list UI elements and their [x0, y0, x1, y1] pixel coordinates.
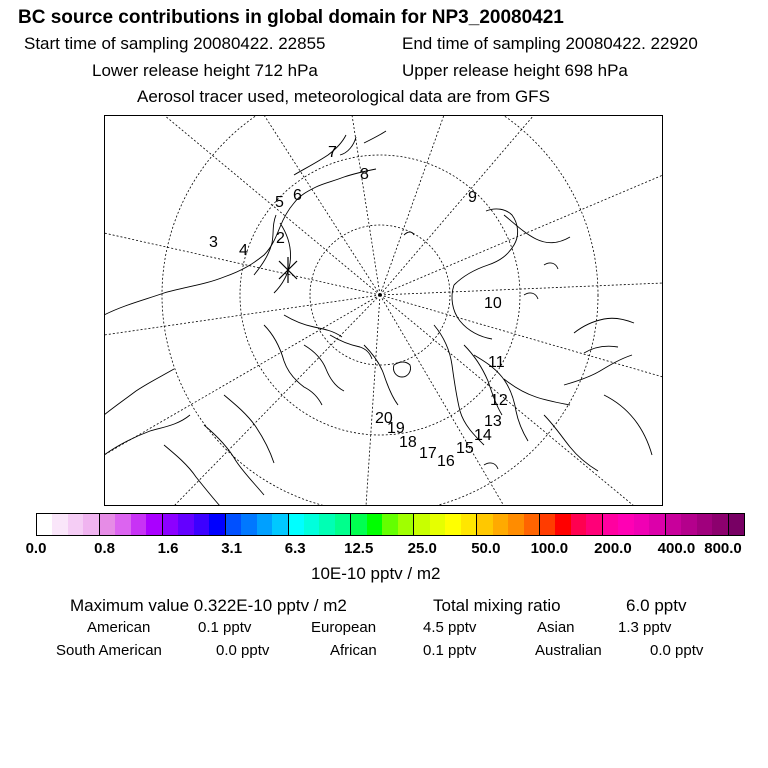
colorbar-segment	[257, 514, 272, 535]
trajectory-label: 13	[484, 413, 502, 430]
map-frame	[105, 116, 663, 506]
colorbar-segment	[319, 514, 334, 535]
colorbar-segment	[430, 514, 445, 535]
colorbar-segment	[508, 514, 523, 535]
colorbar-segment	[162, 514, 178, 535]
colorbar-segment	[539, 514, 555, 535]
trajectory-label: 17	[419, 445, 437, 462]
colorbar-segment	[146, 514, 161, 535]
colorbar-segment	[681, 514, 696, 535]
start-time-label: Start time of sampling 20080422. 22855	[24, 34, 326, 53]
trajectory-label: 12	[490, 392, 508, 409]
colorbar-segment	[665, 514, 681, 535]
colorbar-segment	[697, 514, 712, 535]
colorbar-tick-label: 6.3	[284, 540, 306, 557]
trajectory-label: 4	[239, 242, 248, 259]
colorbar-segment	[445, 514, 460, 535]
colorbar-segment	[524, 514, 539, 535]
colorbar-segment	[382, 514, 397, 535]
trajectory-label: 11	[488, 354, 505, 371]
colorbar-segment	[272, 514, 287, 535]
colorbar-tick-label: 50.0	[471, 540, 501, 557]
trajectory-label: 2	[276, 230, 285, 247]
colorbar-segment	[83, 514, 98, 535]
region-name: American	[87, 619, 151, 636]
colorbar-segment	[99, 514, 115, 535]
upper-release-label: Upper release height 698 hPa	[402, 61, 628, 80]
trajectory-label: 18	[399, 434, 417, 451]
trajectory-label: 7	[328, 144, 337, 161]
total-mixing-value: 6.0 pptv	[626, 596, 687, 615]
colorbar-segment	[398, 514, 413, 535]
colorbar-tick-label: 25.0	[407, 540, 437, 557]
region-value: 4.5 pptv	[423, 619, 477, 636]
colorbar-segment	[178, 514, 193, 535]
colorbar-segment	[288, 514, 304, 535]
colorbar-tick-label: 200.0	[594, 540, 632, 557]
trajectory-label: 19	[387, 420, 405, 437]
colorbar-segment	[618, 514, 633, 535]
region-value: 0.0 pptv	[216, 642, 270, 659]
colorbar-segment	[461, 514, 476, 535]
region-name: Asian	[537, 619, 575, 636]
colorbar-segment	[367, 514, 382, 535]
colorbar-segment	[115, 514, 130, 535]
colorbar-tick-label: 12.5	[344, 540, 374, 557]
total-mixing-label: Total mixing ratio	[433, 596, 561, 615]
colorbar-segment	[304, 514, 319, 535]
region-value: 0.1 pptv	[423, 642, 477, 659]
colorbar-segment	[728, 514, 744, 535]
colorbar-segment	[586, 514, 601, 535]
region-value: 0.0 pptv	[650, 642, 704, 659]
colorbar-segment	[413, 514, 429, 535]
trajectory-label: 8	[360, 166, 369, 183]
colorbar-tick-label: 400.0	[657, 540, 696, 557]
colorbar-segment	[712, 514, 727, 535]
region-name: South American	[56, 642, 162, 659]
colorbar-tick-label: 800.0	[704, 540, 742, 557]
colorbar-units: 10E-10 pptv / m2	[311, 564, 441, 583]
colorbar-segment	[131, 514, 146, 535]
colorbar-tick-label: 0.0	[25, 540, 47, 557]
region-name: Australian	[535, 642, 602, 659]
colorbar-segment	[476, 514, 492, 535]
colorbar-segment	[634, 514, 649, 535]
colorbar-segment	[571, 514, 586, 535]
map-title: BC source contributions in global domain for NP3_20080421	[18, 7, 564, 28]
colorbar-segment	[68, 514, 83, 535]
colorbar-tick-label: 1.6	[157, 540, 179, 557]
colorbar-tick-label: 0.8	[94, 540, 115, 557]
colorbar-tick-label: 3.1	[221, 540, 243, 557]
colorbar-segment	[52, 514, 67, 535]
colorbar-segment	[194, 514, 209, 535]
region-name: European	[311, 619, 377, 636]
colorbar-segment	[649, 514, 664, 535]
colorbar	[36, 513, 745, 536]
colorbar-segment	[555, 514, 570, 535]
trajectory-label: 20	[375, 410, 393, 427]
trajectory-label: 5	[275, 194, 284, 211]
trajectory-label: 9	[468, 189, 477, 206]
region-value: 1.3 pptv	[618, 619, 672, 636]
colorbar-segment	[241, 514, 256, 535]
tracer-note: Aerosol tracer used, meteorological data are from GFS	[137, 87, 550, 106]
colorbar-segment	[225, 514, 241, 535]
end-time-label: End time of sampling 20080422. 22920	[402, 34, 698, 53]
colorbar-segment	[493, 514, 508, 535]
region-value: 0.1 pptv	[198, 619, 252, 636]
colorbar-segment	[37, 514, 52, 535]
trajectory-label: 3	[209, 234, 218, 251]
region-name: African	[330, 642, 377, 659]
trajectory-label: 10	[484, 295, 502, 312]
trajectory-label: 6	[293, 187, 302, 204]
colorbar-tick-label: 100.0	[530, 540, 569, 557]
max-value-label: Maximum value 0.322E-10 pptv / m2	[70, 596, 347, 615]
trajectory-label: 15	[456, 440, 474, 457]
colorbar-segment	[602, 514, 618, 535]
colorbar-segment	[335, 514, 350, 535]
lower-release-label: Lower release height 712 hPa	[92, 61, 318, 80]
colorbar-segment	[209, 514, 224, 535]
trajectory-label: 14	[474, 427, 492, 444]
colorbar-segment	[350, 514, 366, 535]
polar-map	[104, 115, 663, 506]
trajectory-label: 16	[437, 453, 455, 470]
